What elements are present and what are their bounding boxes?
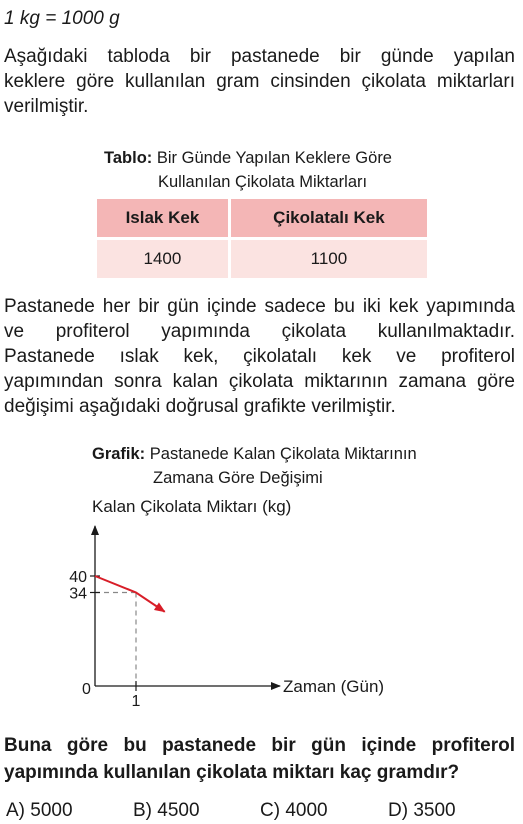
option-b[interactable]: B) 4500 xyxy=(133,800,200,821)
question xyxy=(4,732,515,786)
table-caption-line1: Bir Günde Yapılan Keklere Göre xyxy=(156,149,392,167)
table-caption-label: Tablo: xyxy=(104,149,153,167)
graph-caption-line1: Pastanede Kalan Çikolata Miktarının xyxy=(149,445,417,463)
table-row xyxy=(97,240,427,278)
table-cell-cikolatali-kek: 1100 xyxy=(231,240,427,278)
option-a[interactable]: A) 5000 xyxy=(6,800,73,821)
body-line: yapımından sonra kalan çikolata miktarının zamana göre xyxy=(4,371,515,392)
table-caption-line2: Kullanılan Çikolata Miktarları xyxy=(158,173,368,191)
body-line: ve profiterol yapımında çikolata kullanılmaktadır. xyxy=(4,321,515,342)
x-axis-label: Zaman (Gün) xyxy=(283,677,385,696)
intro-line: verilmiştir. xyxy=(4,96,89,117)
intro-paragraph xyxy=(4,44,515,119)
graph-caption-line2: Zamana Göre Değişimi xyxy=(153,469,323,487)
y-axis-label: Kalan Çikolata Miktarı (kg) xyxy=(92,497,292,516)
origin-label: 0 xyxy=(82,681,91,698)
line-chart xyxy=(0,490,523,715)
y-tick-label: 34 xyxy=(69,585,87,603)
table-header-row xyxy=(97,199,427,237)
body-line: değişimi aşağıdaki doğrusal grafikte verilmiştir. xyxy=(4,396,396,417)
graph-caption xyxy=(92,442,417,490)
table-header-islak-kek: Islak Kek xyxy=(97,199,228,237)
body-paragraph xyxy=(4,294,515,419)
graph-caption-label: Grafik: xyxy=(92,445,146,463)
body-line: Pastanede ıslak kek, çikolatalı kek ve profiterol xyxy=(4,346,515,367)
table-header-cikolatali-kek: Çikolatalı Kek xyxy=(231,199,427,237)
intro-line: Aşağıdaki tabloda bir pastanede bir günde yapılan xyxy=(4,46,515,67)
body-line: Pastanede her bir gün içinde sadece bu iki kek yapımında xyxy=(4,296,515,317)
x-tick-label: 1 xyxy=(131,693,141,710)
option-d[interactable]: D) 3500 xyxy=(388,800,456,821)
series-line xyxy=(95,576,165,612)
question-line: yapımında kullanılan çikolata miktarı kaç gramdır? xyxy=(4,762,460,783)
table-cell-islak-kek: 1400 xyxy=(97,240,228,278)
option-c[interactable]: C) 4000 xyxy=(260,800,328,821)
y-tick-label: 40 xyxy=(69,569,87,586)
intro-line: keklere göre kullanılan gram cinsinden çikolata miktarları xyxy=(4,71,515,92)
table-caption xyxy=(104,146,392,194)
unit-formula: 1 kg = 1000 g xyxy=(4,8,120,29)
question-line: Buna göre bu pastanede bir gün içinde profiterol xyxy=(4,735,515,756)
chocolate-table xyxy=(94,196,430,281)
